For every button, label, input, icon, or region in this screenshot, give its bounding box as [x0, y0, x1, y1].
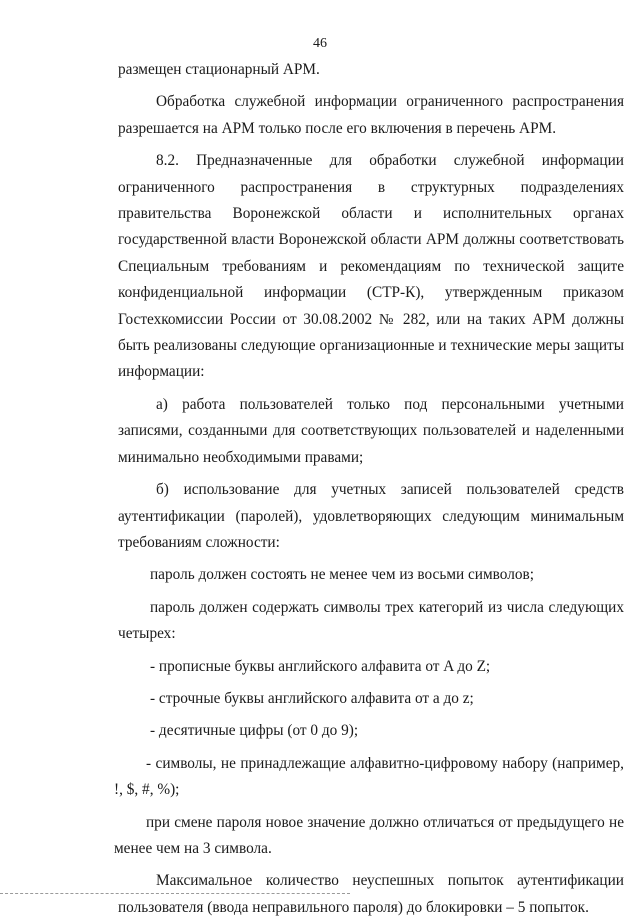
paragraph-processing-permission: Обработка служебной информации ограниченного распространения разрешается на АРМ только после его включения в перечень АРМ.: [118, 93, 624, 137]
paragraph-item-a: а) работа пользователей только под персональными учетными записями, созданными для соответствующих пользователей и наделенными минимально необходимыми правами;: [118, 395, 624, 466]
list-item-symbols: - символы, не принадлежащие алфавитно-цифровому набору (например, !, $, #, %);: [114, 754, 624, 799]
paragraph-item-b: б) использование для учетных записей пользователей средств аутентификации (паролей), удовлетворяющих следующим минимальным требованиям сложности:: [118, 481, 624, 551]
document-body: [114, 57, 624, 921]
paragraph-max-attempts: Максимальное количество неуспешных попыток аутентификации пользователя (ввода неправильного пароля) до блокировки – 5 попыток.: [118, 872, 624, 916]
list-item-uppercase: - прописные буквы английского алфавита от A до Z;: [150, 657, 491, 675]
paragraph-password-change: при смене пароля новое значение должно отличаться от предыдущего не менее чем на 3 символа.: [114, 813, 624, 857]
footer-divider: [0, 893, 350, 894]
page-number: 46: [313, 36, 327, 51]
paragraph-workstation-location: размещен стационарный АРМ.: [118, 61, 320, 78]
paragraph-password-length: пароль должен состоять не менее чем из восьми символов;: [150, 566, 534, 584]
paragraph-section-8-2: 8.2. Предназначенные для обработки служебной информации ограниченного распространения в структурных подразделениях правительства Воронежской области и исполнительных органах государственной власти Воронежской области АРМ должны соответствовать Специальным требованиям и рекомендациям по технической защите конфиденциальной информации (СТР-К), утвержденным приказом Гостехкомиссии России от 30.08.2002 № 282, или на таких АРМ должны быть реализованы следующие организационные и технические меры защиты информации:: [118, 152, 624, 381]
paragraph-password-categories: пароль должен содержать символы трех категорий из числа следующих четырех:: [118, 598, 624, 643]
list-item-lowercase: - строчные буквы английского алфавита от a до z;: [150, 689, 474, 707]
list-item-digits: - десятичные цифры (от 0 до 9);: [150, 722, 359, 740]
